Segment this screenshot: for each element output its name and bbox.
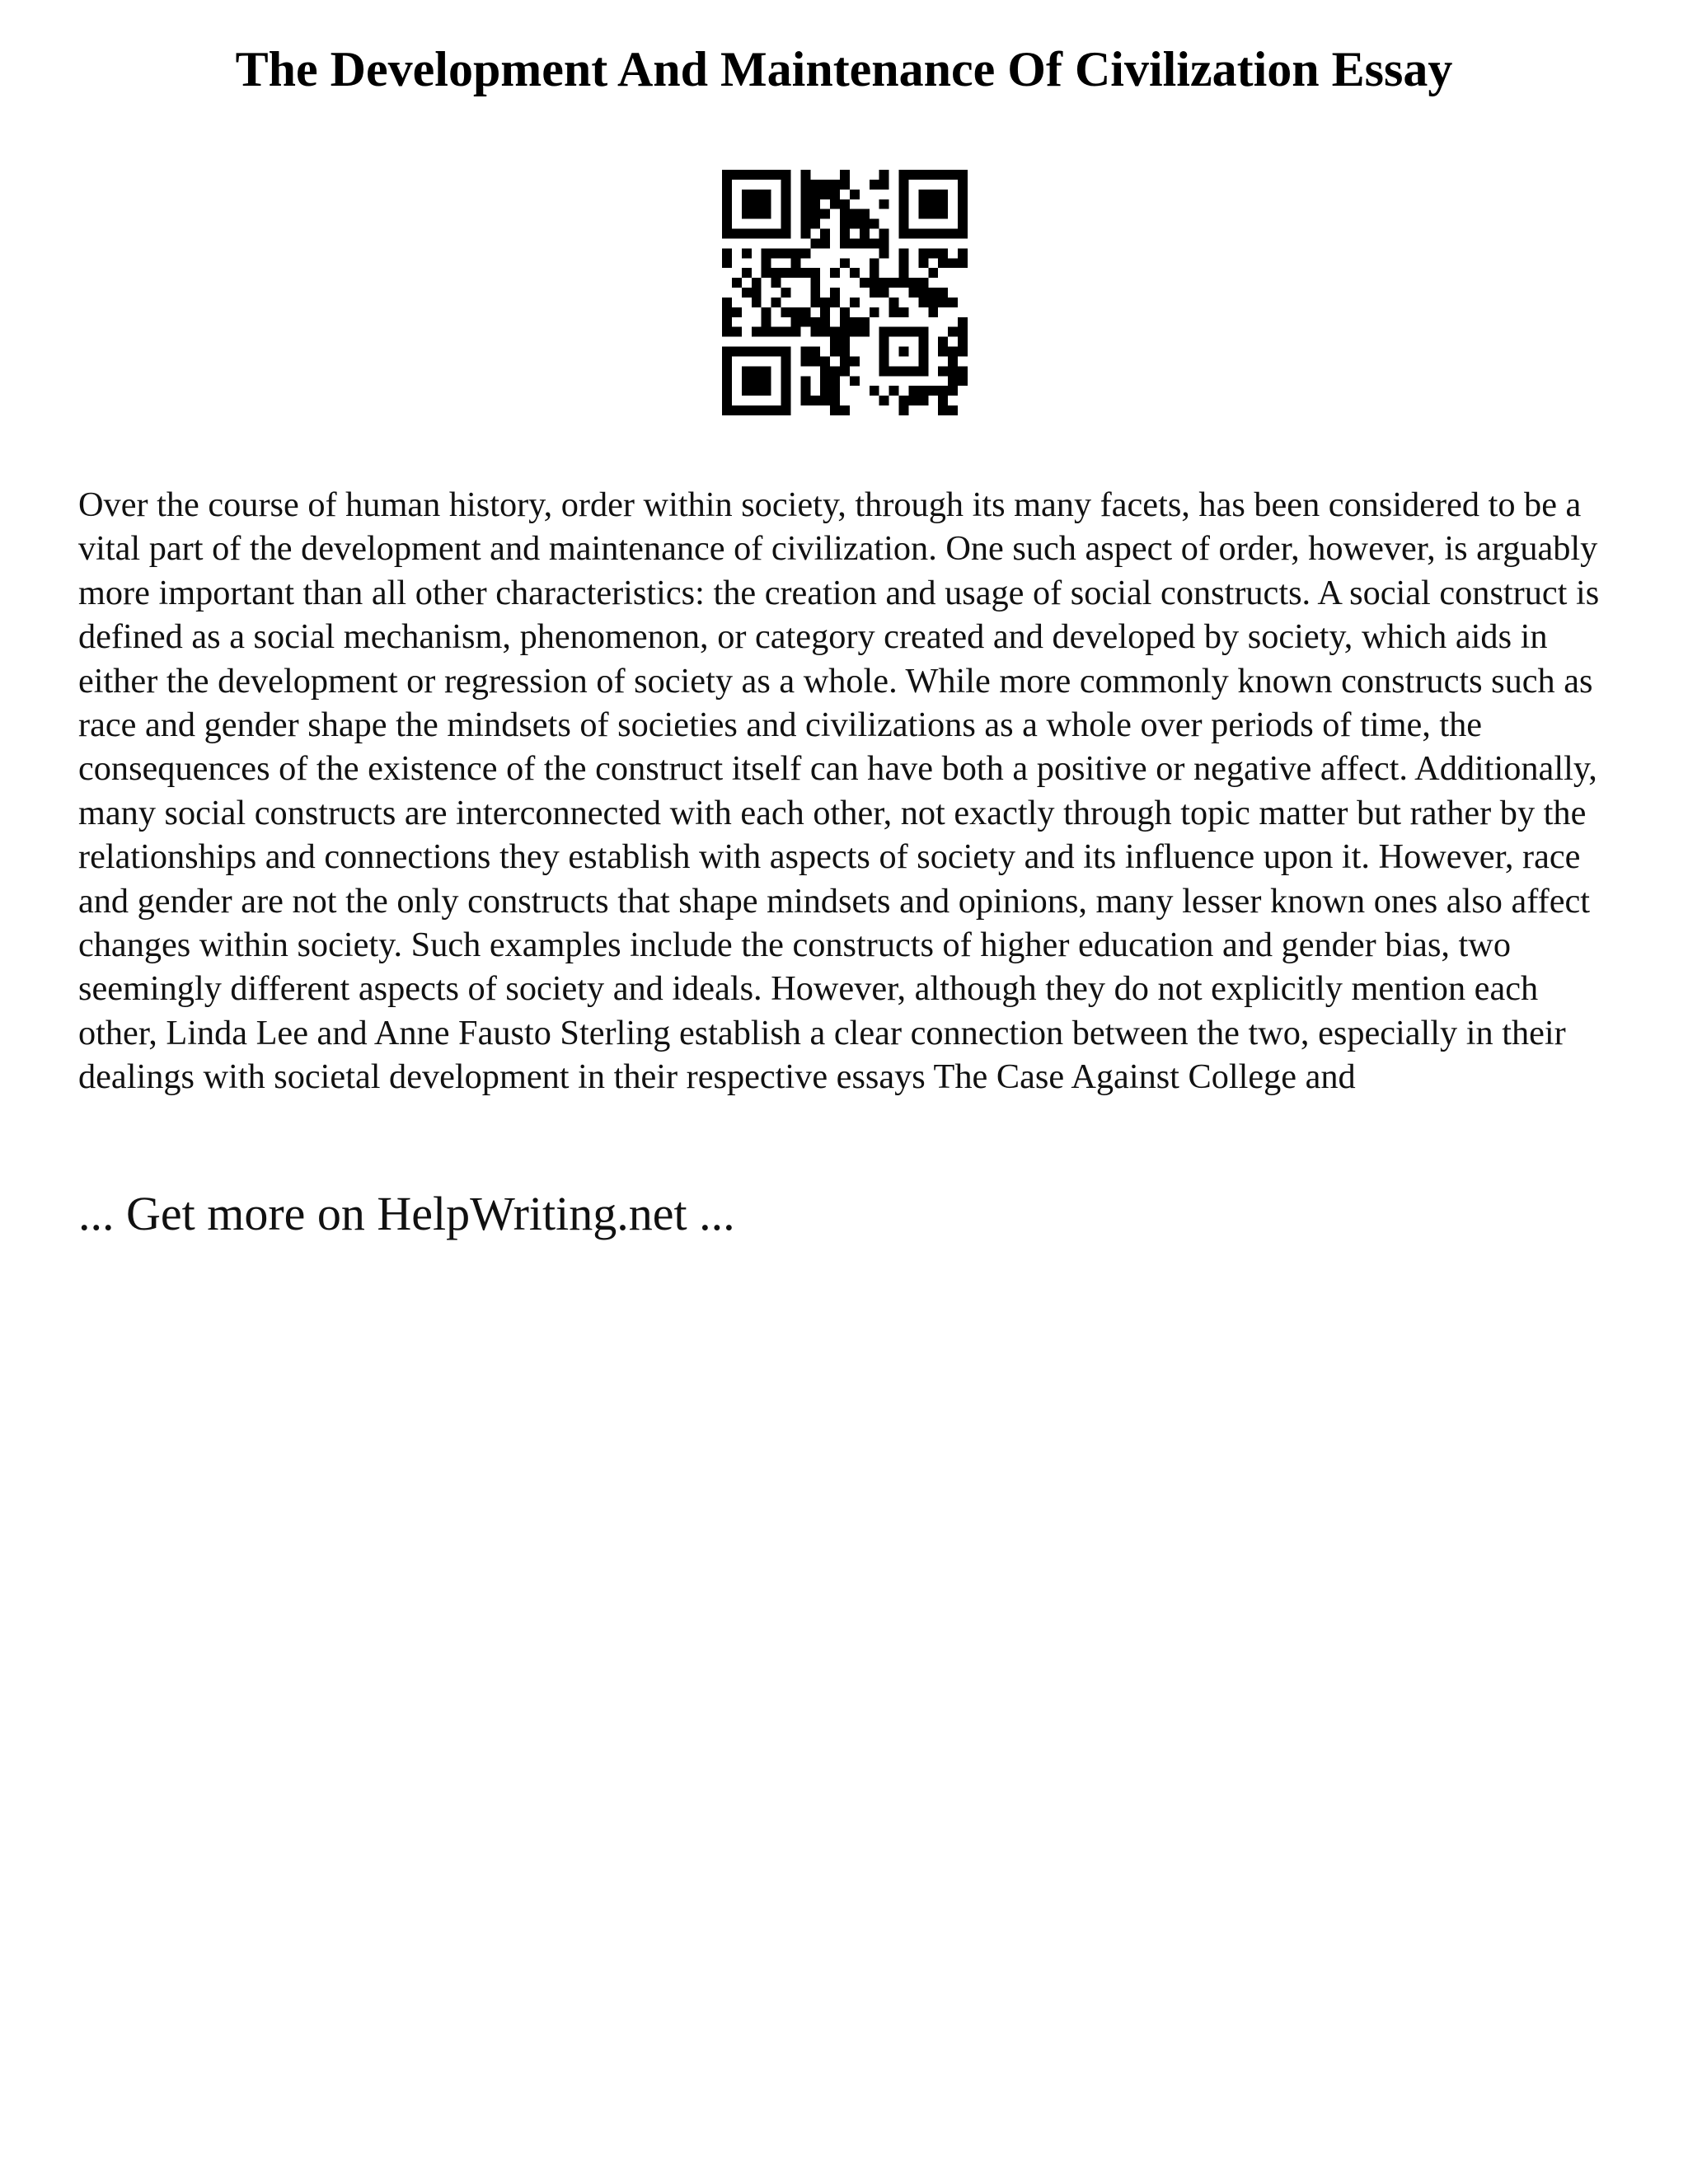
essay-excerpt: Over the course of human history, order within society, through its many facets, has been considered to be a vital part of the development and maintenance of civilization. One such aspect of order, however, is arguably more important than all other characteristics: the creation and usage of social constructs. A social construct is defined as a social mechanism, phenomenon, or category created and developed by society, which aids in either the development or regression of society as a whole. While more commonly known constructs such as race and gender shape the mindsets of societies and civilizations as a whole over periods of time, the consequences of the existence of the construct itself can have both a positive or negative affect. Additionally, many social constructs are interconnected with each other, not exactly through topic matter but rather by the relationships and connections they establish with aspects of society and its influence upon it. However, race and gender are not the only constructs that shape mindsets and opinions, many lesser known ones also affect changes within society. Such examples include the constructs of higher education and gender bias, two seemingly different aspects of society and ideals. However, although they do not explicitly mention each other, Linda Lee and Anne Fausto Sterling establish a clear connection between the two, especially in their dealings with societal development in their respective essays The Case Against College and — [78, 485, 1600, 1097]
qr-code-icon — [722, 170, 968, 415]
page-title: The Development And Maintenance Of Civilization Essay — [235, 42, 1453, 96]
get-more-link[interactable]: ... Get more on HelpWriting.net ... — [78, 1187, 735, 1240]
